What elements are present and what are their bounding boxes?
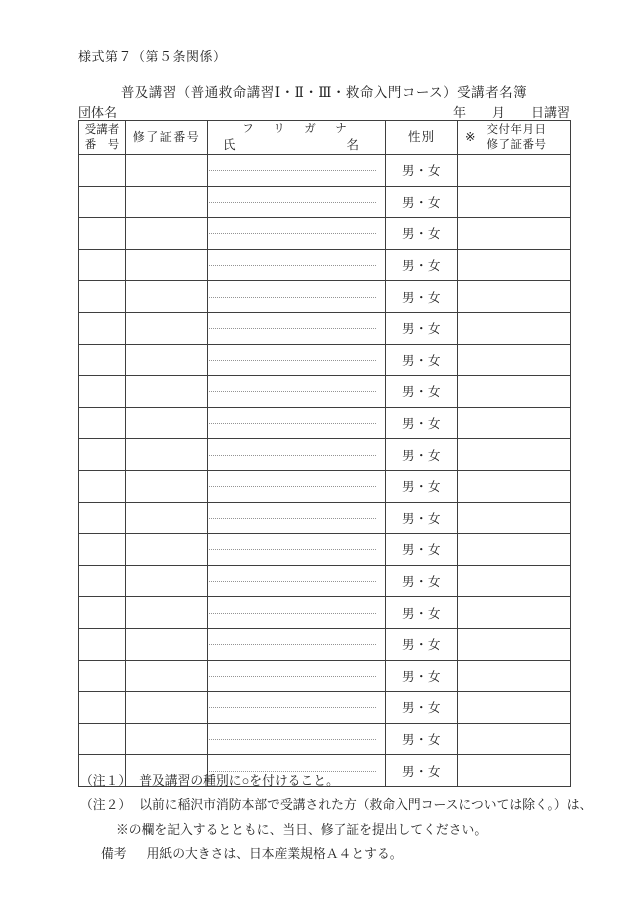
note-1-text: 普及講習の種別に○を付けること。	[139, 774, 339, 788]
cell-name	[208, 502, 386, 534]
cell-sex: 男・女	[386, 597, 458, 629]
cell-sex: 男・女	[386, 723, 458, 755]
header-issue-date-label: 交付年月日	[486, 123, 547, 136]
note-2-text: 以前に稲沢市消防本部で受講された方（救命入門コースについては除く。）は、	[139, 798, 593, 813]
table-row	[79, 155, 571, 187]
cell-sex: 男・女	[386, 502, 458, 534]
header-name	[208, 121, 386, 155]
cell-sex: 男・女	[386, 281, 458, 313]
table-row	[79, 565, 571, 597]
table-row	[79, 597, 571, 629]
cell-issue-info	[458, 534, 571, 566]
cell-issue-info	[458, 565, 571, 597]
cell-issue-info	[458, 376, 571, 408]
cell-certificate-number	[126, 660, 208, 692]
furigana-name-divider	[209, 644, 376, 645]
cell-issue-info	[458, 470, 571, 502]
cell-sex: 男・女	[386, 312, 458, 344]
header-attendee-number-line2: 番 号	[84, 138, 120, 151]
cell-attendee-number	[79, 628, 126, 660]
cell-sex: 男・女	[386, 218, 458, 250]
table-row	[79, 723, 571, 755]
cell-attendee-number	[79, 249, 126, 281]
table-row	[79, 312, 571, 344]
table-row	[79, 502, 571, 534]
cell-issue-info	[458, 692, 571, 724]
cell-issue-info	[458, 186, 571, 218]
cell-attendee-number	[79, 218, 126, 250]
cell-attendee-number	[79, 723, 126, 755]
cell-issue-info	[458, 344, 571, 376]
cell-issue-info	[458, 628, 571, 660]
table-row	[79, 249, 571, 281]
furigana-name-divider	[209, 360, 376, 361]
cell-name	[208, 660, 386, 692]
cell-sex: 男・女	[386, 344, 458, 376]
cell-name	[208, 344, 386, 376]
note-2-continued-text: ※の欄を記入するとともに、当日、修了証を提出してください。	[116, 822, 488, 837]
header-sex-label: 性別	[407, 130, 435, 145]
cell-certificate-number	[126, 565, 208, 597]
cell-sex: 男・女	[386, 155, 458, 187]
cell-name	[208, 470, 386, 502]
header-issue-info	[458, 121, 571, 155]
cell-sex: 男・女	[386, 249, 458, 281]
cell-sex: 男・女	[386, 470, 458, 502]
cell-issue-info	[458, 218, 571, 250]
table-row	[79, 281, 571, 313]
cell-certificate-number	[126, 312, 208, 344]
furigana-name-divider	[209, 391, 376, 392]
furigana-name-divider	[209, 455, 376, 456]
cell-name	[208, 281, 386, 313]
header-sex	[386, 121, 458, 155]
cell-sex: 男・女	[386, 565, 458, 597]
header-certificate-number	[126, 121, 208, 155]
cell-issue-info	[458, 312, 571, 344]
attendee-roster-table	[78, 120, 571, 787]
cell-name	[208, 376, 386, 408]
roster-body	[79, 155, 571, 787]
cell-certificate-number	[126, 186, 208, 218]
page-title: 普及講習（普通救命講習Ⅰ・Ⅱ・Ⅲ・救命入門コース）受講者名簿	[120, 85, 528, 100]
cell-certificate-number	[126, 344, 208, 376]
cell-issue-info	[458, 439, 571, 471]
furigana-name-divider	[209, 518, 376, 519]
table-row	[79, 628, 571, 660]
cell-name	[208, 534, 386, 566]
cell-sex: 男・女	[386, 755, 458, 787]
furigana-name-divider	[209, 170, 376, 171]
cell-issue-info	[458, 597, 571, 629]
table-row	[79, 534, 571, 566]
furigana-name-divider	[209, 549, 376, 550]
cell-issue-info	[458, 723, 571, 755]
cell-attendee-number	[79, 534, 126, 566]
note-1-label: （注１）	[80, 774, 132, 788]
cell-attendee-number	[79, 281, 126, 313]
furigana-name-divider	[209, 233, 376, 234]
cell-issue-info	[458, 155, 571, 187]
cell-certificate-number	[126, 407, 208, 439]
furigana-name-divider	[209, 265, 376, 266]
cell-name	[208, 155, 386, 187]
cell-name	[208, 218, 386, 250]
cell-name	[208, 439, 386, 471]
furigana-name-divider	[209, 486, 376, 487]
furigana-name-divider	[209, 707, 376, 708]
header-certificate-number-label: 修了証番号	[132, 129, 201, 144]
header-attendee-number-line1: 受講者	[84, 123, 120, 136]
cell-certificate-number	[126, 218, 208, 250]
header-attendee-number	[79, 121, 126, 155]
cell-attendee-number	[79, 692, 126, 724]
cell-attendee-number	[79, 407, 126, 439]
cell-issue-info	[458, 281, 571, 313]
furigana-name-divider	[209, 328, 376, 329]
table-row	[79, 407, 571, 439]
table-row	[79, 218, 571, 250]
remark	[80, 842, 620, 866]
table-row	[79, 376, 571, 408]
cell-certificate-number	[126, 692, 208, 724]
cell-certificate-number	[126, 439, 208, 471]
cell-name	[208, 597, 386, 629]
table-row	[79, 470, 571, 502]
cell-name	[208, 723, 386, 755]
cell-attendee-number	[79, 155, 126, 187]
furigana-name-divider	[209, 613, 376, 614]
cell-certificate-number	[126, 376, 208, 408]
header-givenname-char: 名	[346, 137, 359, 152]
cell-name	[208, 692, 386, 724]
cell-name	[208, 249, 386, 281]
organization-name-label: 団体名	[78, 105, 118, 120]
reference-mark: ※	[465, 130, 476, 145]
cell-certificate-number	[126, 470, 208, 502]
furigana-name-divider	[209, 581, 376, 582]
furigana-name-divider	[209, 676, 376, 677]
cell-attendee-number	[79, 312, 126, 344]
cell-attendee-number	[79, 470, 126, 502]
cell-name	[208, 186, 386, 218]
table-row	[79, 439, 571, 471]
cell-issue-info	[458, 660, 571, 692]
table-header	[79, 121, 571, 155]
cell-sex: 男・女	[386, 692, 458, 724]
cell-attendee-number	[79, 660, 126, 692]
cell-certificate-number	[126, 628, 208, 660]
footnotes	[80, 769, 620, 867]
cell-issue-info	[458, 502, 571, 534]
cell-attendee-number	[79, 565, 126, 597]
note-2	[80, 793, 620, 817]
remark-text: 用紙の大きさは、日本産業規格Ａ４とする。	[146, 847, 403, 862]
cell-attendee-number	[79, 186, 126, 218]
note-2-continued	[80, 818, 620, 842]
cell-issue-info	[458, 407, 571, 439]
cell-certificate-number	[126, 723, 208, 755]
cell-certificate-number	[126, 155, 208, 187]
remark-label: 備考	[101, 847, 127, 862]
form-number: 様式第７（第５条関係）	[78, 49, 227, 64]
furigana-name-divider	[209, 739, 376, 740]
header-issue-cert-label: 修了証番号	[486, 138, 547, 151]
note-1	[80, 769, 620, 793]
cell-name	[208, 312, 386, 344]
cell-sex: 男・女	[386, 534, 458, 566]
org-date-line	[78, 102, 570, 121]
cell-certificate-number	[126, 534, 208, 566]
cell-certificate-number	[126, 597, 208, 629]
cell-sex: 男・女	[386, 407, 458, 439]
cell-issue-info	[458, 249, 571, 281]
cell-sex: 男・女	[386, 186, 458, 218]
cell-name	[208, 565, 386, 597]
cell-attendee-number	[79, 344, 126, 376]
table-row	[79, 660, 571, 692]
cell-certificate-number	[126, 281, 208, 313]
furigana-name-divider	[209, 423, 376, 424]
cell-sex: 男・女	[386, 628, 458, 660]
cell-name	[208, 407, 386, 439]
cell-name	[208, 628, 386, 660]
cell-attendee-number	[79, 597, 126, 629]
cell-sex: 男・女	[386, 439, 458, 471]
header-surname-char: 氏	[223, 137, 236, 152]
cell-sex: 男・女	[386, 660, 458, 692]
cell-sex: 男・女	[386, 376, 458, 408]
table-row	[79, 186, 571, 218]
table-row	[79, 692, 571, 724]
cell-certificate-number	[126, 502, 208, 534]
furigana-name-divider	[209, 202, 376, 203]
note-2-label: （注２）	[80, 798, 132, 813]
cell-certificate-number	[126, 249, 208, 281]
cell-attendee-number	[79, 376, 126, 408]
table-row	[79, 344, 571, 376]
header-furigana-label: フ リ ガ ナ	[242, 122, 351, 135]
cell-attendee-number	[79, 439, 126, 471]
cell-attendee-number	[79, 502, 126, 534]
course-date-label: 年 月 日講習	[452, 105, 570, 120]
furigana-name-divider	[209, 297, 376, 298]
